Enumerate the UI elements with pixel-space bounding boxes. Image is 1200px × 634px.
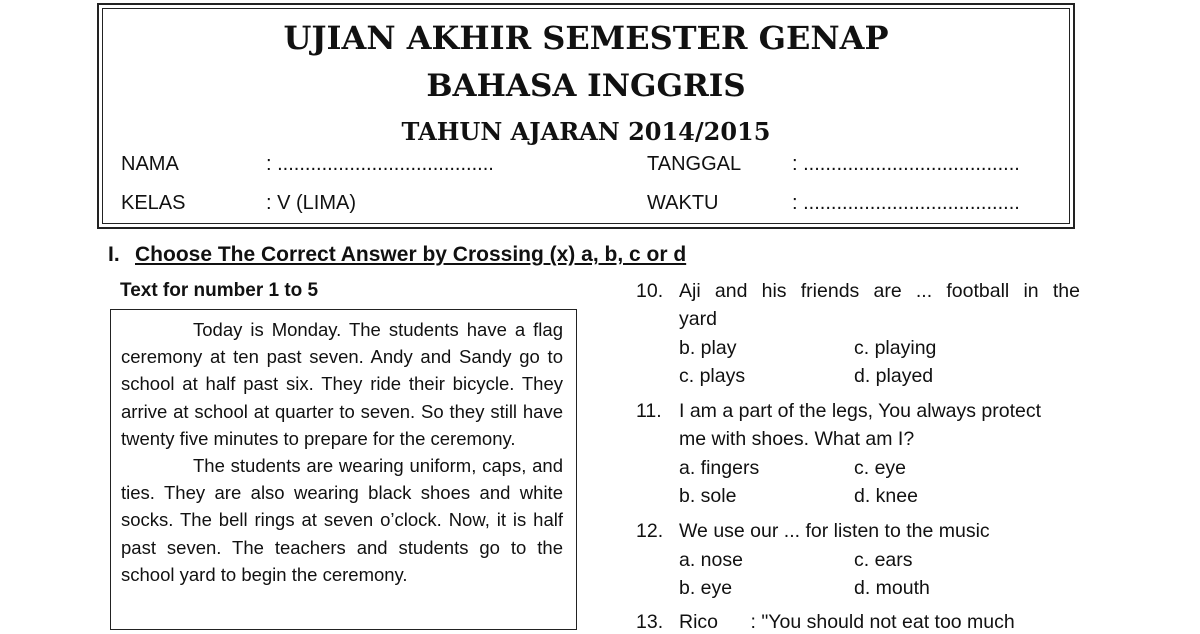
word: are — [873, 280, 902, 302]
name-label: NAMA — [121, 153, 179, 175]
question-text: We use our ... for listen to the music — [679, 520, 990, 542]
option: b. sole — [679, 485, 737, 507]
reading-paragraph-2: The students are wearing uniform, caps, and ties. They are also wearing black shoes and white socks. The bell rings at seven o’clock. Now, it is half past seven. The teachers and students go to the school yard to begin the ceremony. — [121, 455, 563, 585]
academic-year: TAHUN AJARAN 2014/2015 — [401, 117, 771, 146]
option: c. plays — [679, 365, 746, 387]
question-text — [679, 280, 1080, 303]
exam-title: UJIAN AKHIR SEMESTER GENAP — [283, 19, 889, 57]
subject-title: BAHASA INGGRIS — [426, 68, 746, 104]
reading-text-box — [110, 309, 577, 630]
option: d. played — [854, 365, 934, 387]
option: b. eye — [679, 577, 733, 599]
time-label: WAKTU — [647, 192, 719, 214]
option: a. fingers — [679, 457, 760, 479]
date-label: TANGGAL — [647, 153, 742, 175]
word: and — [714, 280, 748, 302]
question-number: 13. — [636, 611, 664, 633]
option: c. ears — [854, 549, 913, 571]
option: a. nose — [679, 549, 743, 571]
section-heading — [108, 243, 686, 267]
section-number: I. — [108, 243, 120, 266]
date-value: : ....................................... — [792, 153, 1020, 175]
class-label: KELAS — [121, 192, 186, 214]
word: in — [1023, 280, 1039, 302]
option: d. knee — [854, 485, 918, 507]
question-number: 12. — [636, 520, 664, 542]
time-value: : ....................................... — [792, 192, 1020, 214]
question-text: I am a part of the legs, You always protect — [679, 400, 1042, 422]
exam-header — [97, 3, 1075, 229]
text-heading: Text for number 1 to 5 — [120, 280, 319, 301]
option: b. play — [679, 337, 737, 359]
class-value: : V (LIMA) — [266, 192, 357, 214]
reading-paragraph-1: Today is Monday. The students have a flag ceremony at ten past seven. Andy and Sandy go to school at half past six. They ride their bicycle. They arrive at school at quarter to seven. So they still have twenty five minutes to prepare for the ceremony. — [121, 319, 563, 449]
word: the — [1052, 280, 1080, 302]
question-text-continued: yard — [679, 308, 717, 330]
word: football — [946, 280, 1010, 302]
question-number: 11. — [636, 400, 662, 422]
option: c. eye — [854, 457, 907, 479]
question-text: Rico : "You should not eat too much — [679, 611, 1015, 633]
word: friends — [800, 280, 860, 302]
word: ... — [915, 280, 933, 302]
question-number: 10. — [636, 280, 664, 302]
word: Aji — [679, 280, 701, 302]
option: c. playing — [854, 337, 937, 359]
option: d. mouth — [854, 577, 930, 599]
question-text-continued: me with shoes. What am I? — [679, 428, 915, 450]
name-value: : ....................................... — [266, 153, 494, 175]
word: his — [761, 280, 787, 302]
section-instruction: Choose The Correct Answer by Crossing (x) a, b, c or d — [135, 243, 687, 266]
